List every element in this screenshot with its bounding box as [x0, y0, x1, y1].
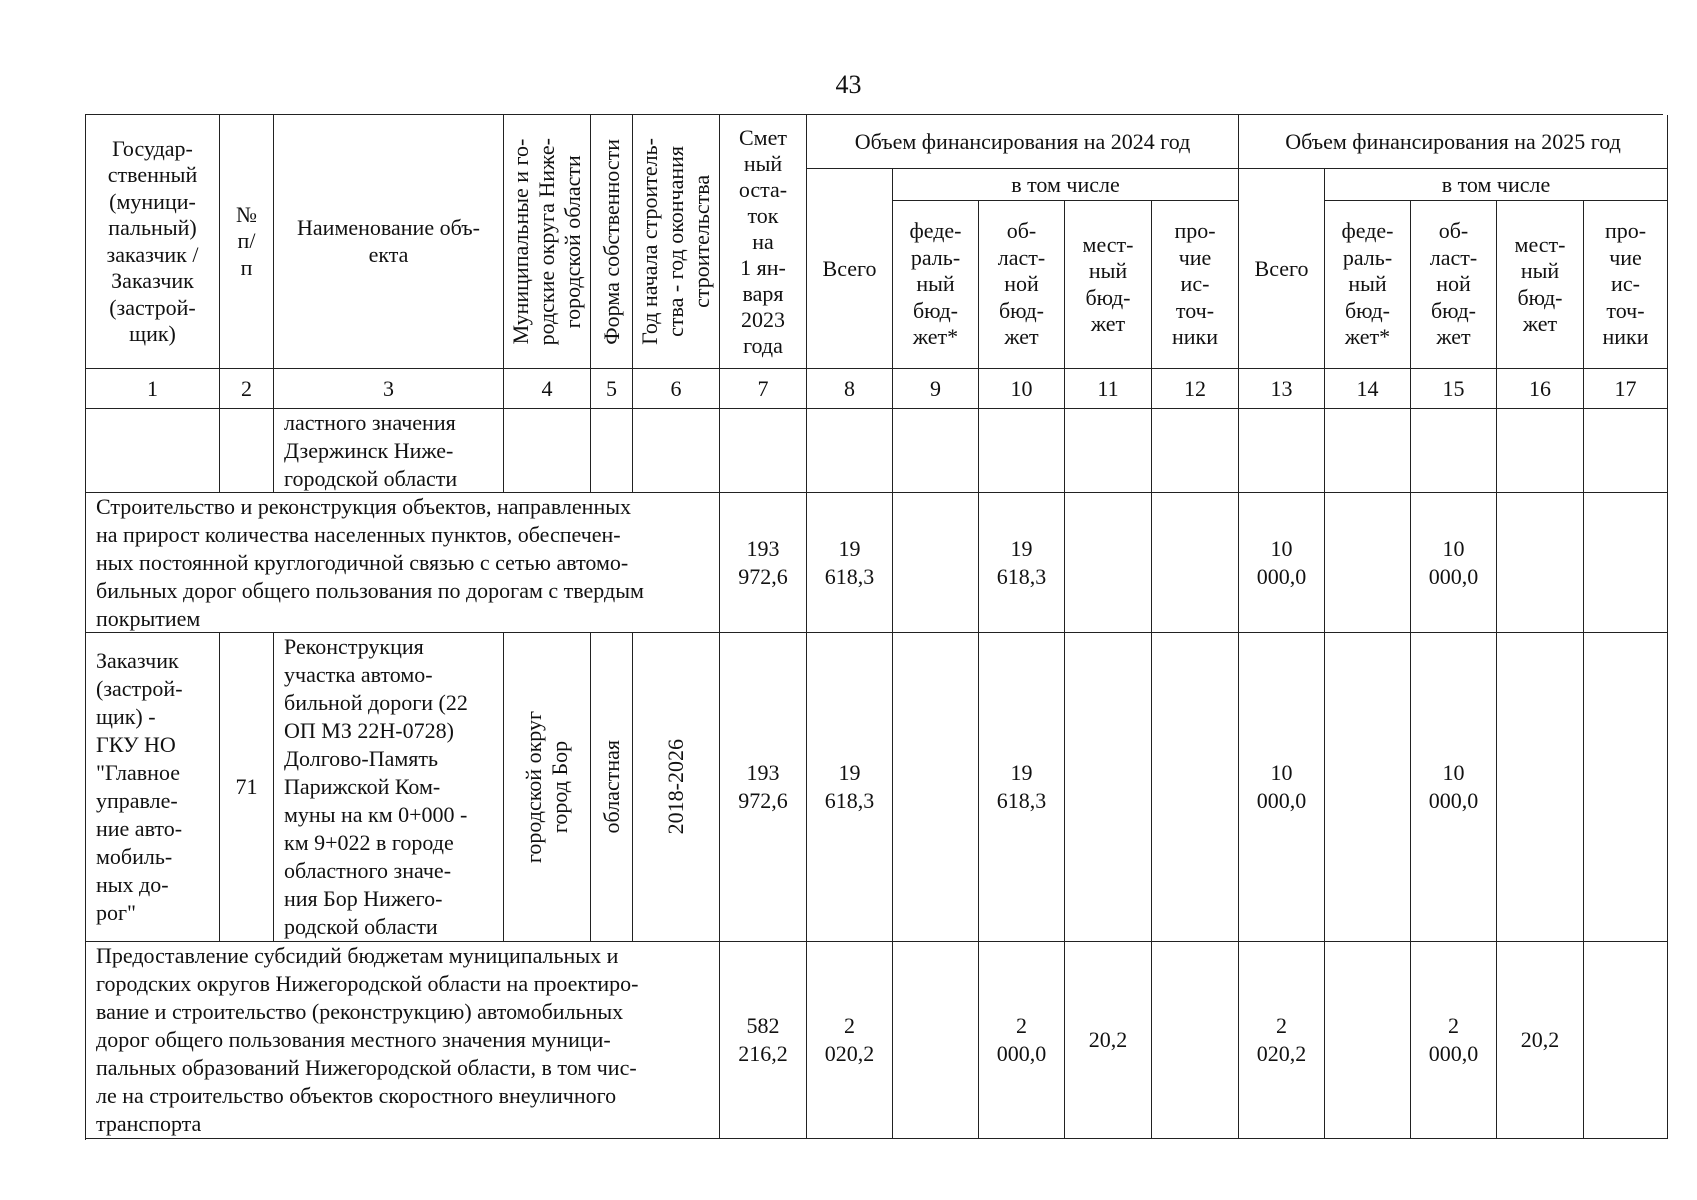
- column-number: 2: [220, 369, 274, 409]
- table-cell-empty: [1497, 493, 1584, 633]
- header-number: № п/ п: [220, 115, 274, 369]
- object-customer: Заказчик (застрой- щик) - ГКУ НО "Главное управле- ние авто- мобиль- ных до- рог": [86, 633, 220, 942]
- table-cell-empty: [1584, 493, 1668, 633]
- header-funding-2024: Объем финансирования на 2024 год: [807, 115, 1239, 169]
- header-ownership: Форма собственности: [591, 115, 633, 369]
- object-total-2024: 19 618,3: [807, 633, 893, 942]
- column-number: 12: [1152, 369, 1239, 409]
- continuation-object-name: ластного значения Дзержинск Ниже- городской области: [274, 409, 504, 493]
- page-number: 43: [835, 70, 862, 99]
- section-title: Предоставление субсидий бюджетам муниципальных и городских округов Нижегородской области на проектиро- вание и строительство (реконструкцию) автомобильных дорог общего пользования местного значения муници- пальных образований Нижегородской области, в том чис- ле на строительство объектов скоростного внеуличного транспорта: [86, 942, 720, 1139]
- table-cell-empty: [1065, 633, 1152, 942]
- header-other-2024: про- чие ис- точ- ники: [1152, 201, 1239, 369]
- header-funding-2025: Объем финансирования на 2025 год: [1239, 115, 1668, 169]
- table-cell-empty: [1325, 633, 1411, 942]
- object-balance: 193 972,6: [720, 633, 807, 942]
- object-regional-2025: 10 000,0: [1411, 633, 1497, 942]
- header-total-2025: Всего: [1239, 169, 1325, 369]
- column-number: 5: [591, 369, 633, 409]
- header-including-2025: в том числе: [1325, 169, 1668, 201]
- section-local-2025: 20,2: [1497, 942, 1584, 1139]
- section-local-2024: 20,2: [1065, 942, 1152, 1139]
- column-number: 7: [720, 369, 807, 409]
- section-total-2025: 2 020,2: [1239, 942, 1325, 1139]
- table-cell-empty: [1152, 942, 1239, 1139]
- column-number: 1: [86, 369, 220, 409]
- table-cell-empty: [893, 493, 979, 633]
- table-cell-empty: [1065, 409, 1152, 493]
- object-regional-2024: 19 618,3: [979, 633, 1065, 942]
- object-number: 71: [220, 633, 274, 942]
- header-balance: Смет ный оста- ток на 1 ян- варя 2023 года: [720, 115, 807, 369]
- header-federal-2025: феде- раль- ный бюд- жет*: [1325, 201, 1411, 369]
- section-total-2025: 10 000,0: [1239, 493, 1325, 633]
- column-number: 13: [1239, 369, 1325, 409]
- object-ownership: областная: [591, 633, 633, 942]
- column-number: 8: [807, 369, 893, 409]
- table-cell-empty: [1584, 633, 1668, 942]
- column-number: 10: [979, 369, 1065, 409]
- table-cell-empty: [591, 409, 633, 493]
- section-balance: 193 972,6: [720, 493, 807, 633]
- table-cell-empty: [1152, 409, 1239, 493]
- column-number: 3: [274, 369, 504, 409]
- header-total-2024: Всего: [807, 169, 893, 369]
- table-cell-empty: [720, 409, 807, 493]
- column-number: 17: [1584, 369, 1668, 409]
- table-cell-empty: [893, 942, 979, 1139]
- table-cell-empty: [1497, 633, 1584, 942]
- table-cell-empty: [1325, 409, 1411, 493]
- header-local-2024: мест- ный бюд- жет: [1065, 201, 1152, 369]
- table-cell-empty: [220, 409, 274, 493]
- section-regional-2024: 19 618,3: [979, 493, 1065, 633]
- object-municipality: городской округ город Бор: [504, 633, 591, 942]
- table-cell-empty: [893, 409, 979, 493]
- table-cell-empty: [1239, 409, 1325, 493]
- table-cell-empty: [504, 409, 591, 493]
- table-cell-empty: [1325, 942, 1411, 1139]
- object-years: 2018-2026: [633, 633, 720, 942]
- header-regional-2024: об- ласт- ной бюд- жет: [979, 201, 1065, 369]
- header-other-2025: про- чие ис- точ- ники: [1584, 201, 1668, 369]
- section-regional-2024: 2 000,0: [979, 942, 1065, 1139]
- table-cell-empty: [1584, 942, 1668, 1139]
- header-years: Год начала строитель- ства - год окончания строительства: [633, 115, 720, 369]
- column-number: 14: [1325, 369, 1411, 409]
- header-including-2024: в том числе: [893, 169, 1239, 201]
- column-number: 15: [1411, 369, 1497, 409]
- header-object-name: Наименование объ- екта: [274, 115, 504, 369]
- section-regional-2025: 10 000,0: [1411, 493, 1497, 633]
- table-cell-empty: [86, 409, 220, 493]
- header-customer: Государ- ственный (муници- пальный) заказчик / Заказчик (застрой- щик): [86, 115, 220, 369]
- section-title: Строительство и реконструкция объектов, направленных на прирост количества населенных пунктов, обеспечен- ных постоянной круглогодичной связью с сетью автомо- бильных дорог общего пользования по дорогам с твердым покрытием: [86, 493, 720, 633]
- table-cell-empty: [1497, 409, 1584, 493]
- section-regional-2025: 2 000,0: [1411, 942, 1497, 1139]
- table-cell-empty: [1325, 493, 1411, 633]
- section-balance: 582 216,2: [720, 942, 807, 1139]
- header-regional-2025: об- ласт- ной бюд- жет: [1411, 201, 1497, 369]
- table-cell-empty: [893, 633, 979, 942]
- object-total-2025: 10 000,0: [1239, 633, 1325, 942]
- table-cell-empty: [1065, 493, 1152, 633]
- header-local-2025: мест- ный бюд- жет: [1497, 201, 1584, 369]
- table-cell-empty: [1584, 409, 1668, 493]
- table-cell-empty: [633, 409, 720, 493]
- header-municipality: Муниципальные и го- родские округа Ниже- городской области: [504, 115, 591, 369]
- section-total-2024: 2 020,2: [807, 942, 893, 1139]
- column-number: 9: [893, 369, 979, 409]
- table-cell-empty: [1152, 633, 1239, 942]
- column-number: 6: [633, 369, 720, 409]
- column-number: 4: [504, 369, 591, 409]
- section-total-2024: 19 618,3: [807, 493, 893, 633]
- column-number: 11: [1065, 369, 1152, 409]
- column-number: 16: [1497, 369, 1584, 409]
- table-cell-empty: [979, 409, 1065, 493]
- table-cell-empty: [807, 409, 893, 493]
- table-cell-empty: [1152, 493, 1239, 633]
- financing-table: [85, 114, 1663, 1140]
- object-name: Реконструкция участка автомо- бильной дороги (22 ОП МЗ 22Н-0728) Долгово-Память Парижской Ком- муны на км 0+000 - км 9+022 в городе областного значе- ния Бор Нижего- родской области: [274, 633, 504, 942]
- header-federal-2024: феде- раль- ный бюд- жет*: [893, 201, 979, 369]
- table-cell-empty: [1411, 409, 1497, 493]
